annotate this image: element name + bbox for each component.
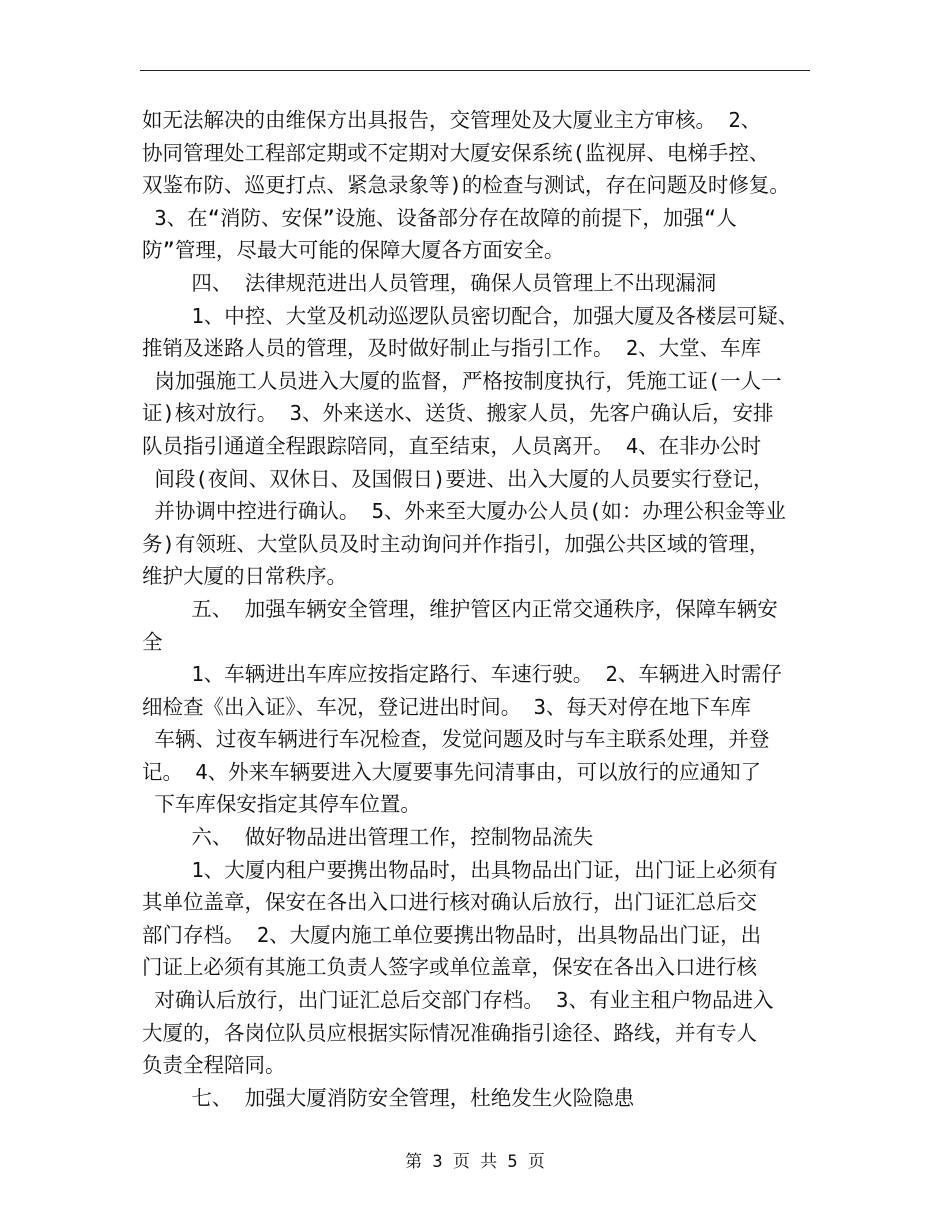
section-heading: 五、 加强车辆安全管理，维护管区内正常交通秩序，保障车辆安 bbox=[142, 596, 778, 621]
text-line: 下车库保安指定其停车位置。 bbox=[142, 792, 421, 817]
text-line: 门证上必须有其施工负责人签字或单位盖章，保安在各出入口进行核 bbox=[142, 955, 757, 980]
text-line: 对确认后放行，出门证汇总后交部门存档。 3、有业主租户物品进入 bbox=[142, 988, 774, 1013]
text-line: 协同管理处工程部定期或不定期对大厦安保系统(监视屏、电梯手控、 bbox=[142, 140, 770, 165]
text-line: 岗加强施工人员进入大厦的监督，严格按制度执行，凭施工证(一人一 bbox=[142, 368, 782, 393]
text-line: 防”管理，尽最大可能的保障大厦各方面安全。 bbox=[142, 238, 565, 263]
page-number-footer: 第 3 页 共 5 页 bbox=[405, 1152, 545, 1172]
text-line: 负责全程陪同。 bbox=[142, 1053, 286, 1078]
text-line: 双鉴布防、巡更打点、紧急录象等)的检查与测试，存在问题及时修复。 bbox=[142, 173, 790, 198]
text-line: 如无法解决的由维保方出具报告，交管理处及大厦业主方审核。 2、 bbox=[142, 108, 762, 132]
section-heading: 四、 法律规范进出人员管理，确保人员管理上不出现漏洞 bbox=[142, 270, 717, 295]
text-line: 车辆、过夜车辆进行车况检查，发觉问题及时与车主联系处理，并登 bbox=[142, 727, 770, 752]
text-line: 务)有领班、大堂队员及时主动询问并作指引，加强公共区域的管理， bbox=[142, 531, 770, 556]
section-heading: 六、 做好物品进出管理工作，控制物品流失 bbox=[142, 825, 594, 850]
section-heading: 全 bbox=[142, 629, 163, 654]
section-heading: 七、 加强大厦消防安全管理，杜绝发生火险隐患 bbox=[142, 1085, 635, 1110]
text-line: 间段(夜间、双休日、及国假日)要进、出入大厦的人员要实行登记， bbox=[142, 466, 774, 491]
text-line: 1、大厦内租户要携出物品时，出具物品出门证，出门证上必须有 bbox=[142, 857, 778, 882]
text-line: 大厦的，各岗位队员应根据实际情况准确指引途径、路线，并有专人 bbox=[142, 1020, 757, 1045]
header-rule bbox=[140, 70, 810, 71]
text-line: 其单位盖章，保安在各出入口进行核对确认后放行，出门证汇总后交 bbox=[142, 890, 757, 915]
document-body bbox=[142, 104, 814, 1114]
text-line: 1、车辆进出车库应按指定路行、车速行驶。 2、车辆进入时需仔 bbox=[142, 662, 782, 687]
text-line: 3、在“消防、安保”设施、设备部分存在故障的前提下，加强“人 bbox=[142, 205, 737, 230]
text-line: 1、中控、大堂及机动巡逻队员密切配合，加强大厦及各楼层可疑、 bbox=[142, 303, 799, 328]
text-line: 队员指引通道全程跟踪陪同，直至结束，人员离开。 4、在非办公时 bbox=[142, 433, 762, 458]
text-line: 并协调中控进行确认。 5、外来至大厦办公人员(如：办理公积金等业 bbox=[142, 499, 786, 524]
text-line: 证)核对放行。 3、外来送水、送货、搬家人员，先客户确认后，安排 bbox=[142, 401, 774, 426]
text-line: 维护大厦的日常秩序。 bbox=[142, 564, 347, 589]
text-line: 推销及迷路人员的管理，及时做好制止与指引工作。 2、大堂、车库 bbox=[142, 336, 762, 361]
text-line: 部门存档。 2、大厦内施工单位要携出物品时，出具物品出门证，出 bbox=[142, 922, 762, 947]
text-line: 记。 4、外来车辆要进入大厦要事先问清事由，可以放行的应通知了 bbox=[142, 759, 762, 784]
text-line: 细检查《出入证》、车况，登记进出时间。 3、每天对停在地下车库 bbox=[142, 694, 751, 719]
